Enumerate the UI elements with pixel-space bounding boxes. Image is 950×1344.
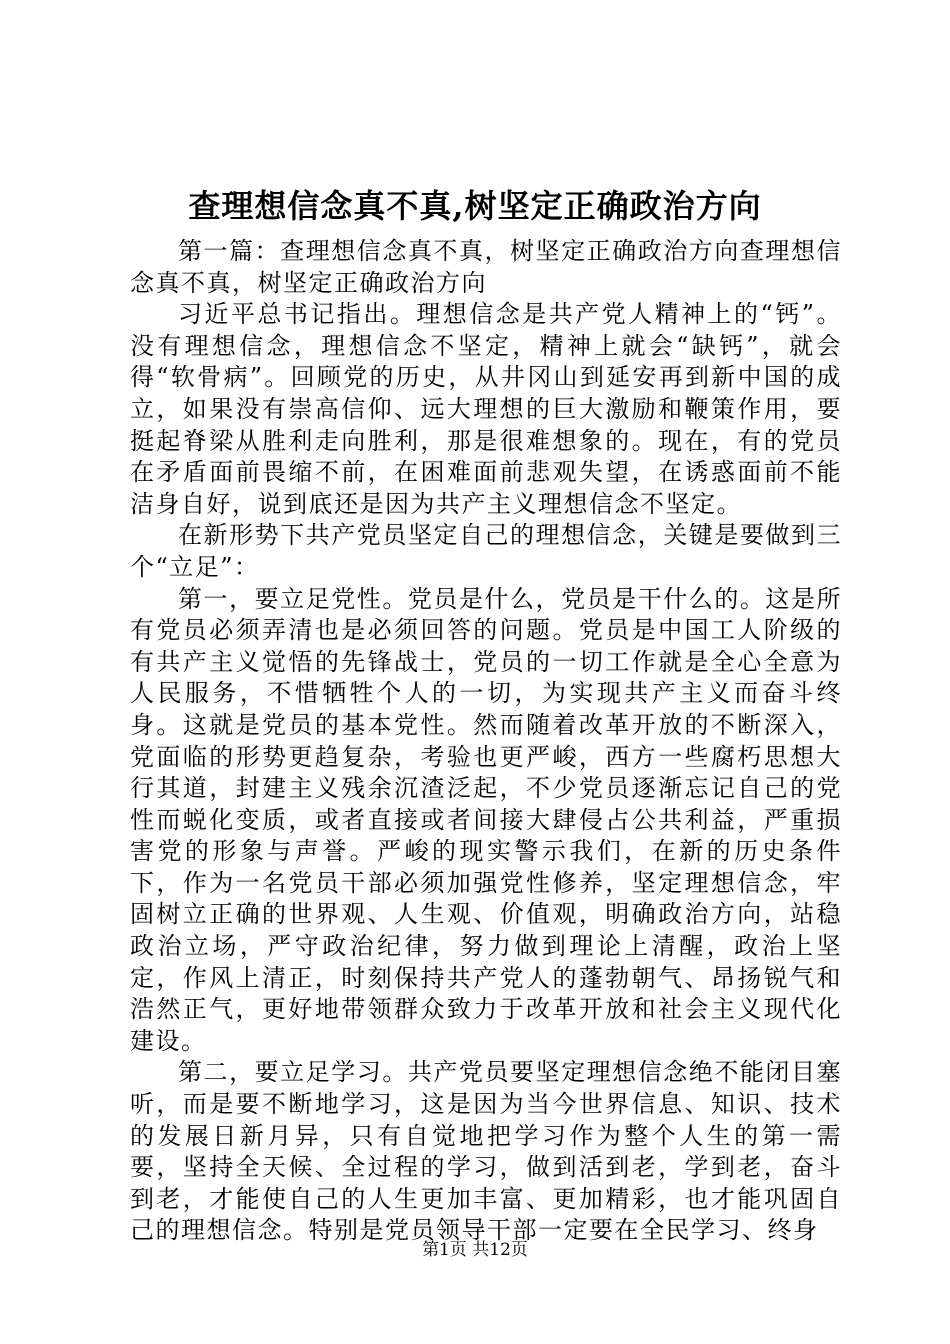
paragraph-2: 习近平总书记指出。理想信念是共产党人精神上的“钙”。没有理想信念，理想信念不坚定，精神上就会“缺钙”，就会得“软骨病”。回顾党的历史，从井冈山到延安再到新中国的成立，如果没有崇高信仰、远大理想的巨大激励和鞭策作用，要挺起脊梁从胜利走向胜利，那是很难想象的。现在，有的党员在矛盾面前畏缩不前，在困难面前悲观失望，在诱惑面前不能洁身自好，说到底还是因为共产主义理想信念不坚定。 bbox=[130, 300, 842, 518]
paragraph-3: 在新形势下共产党员坚定自己的理想信念，关键是要做到三个“立足”： bbox=[130, 521, 842, 581]
page-footer: 第1页 共12页 bbox=[422, 1240, 528, 1260]
paragraph-4: 第一，要立足党性。党员是什么，党员是干什么的。这是所有党员必须弄清也是必须回答的问题。党员是中国工人阶级的有共产主义觉悟的先锋战士，党员的一切工作就是全心全意为人民服务，不惜牺牲个人的一切，为实现共产主义而奋斗终身。这就是党员的基本党性。然而随着改革开放的不断深入，党面临的形势更趋复杂，考验也更严峻，西方一些腐朽思想大行其道，封建主义残余沉渣泛起，不少党员逐渐忘记自己的党性而蜕化变质，或者直接或者间接大肆侵占公共利益，严重损害党的形象与声誉。严峻的现实警示我们，在新的历史条件下，作为一名党员干部必须加强党性修养，坚定理想信念，牢固树立正确的世界观、人生观、价值观，明确政治方向，站稳政治立场，严守政治纪律，努力做到理论上清醒，政治上坚定，作风上清正，时刻保持共产党人的蓬勃朝气、昂扬锐气和浩然正气，更好地带领群众致力于改革开放和社会主义现代化建设。 bbox=[130, 584, 842, 1055]
document-title: 查理想信念真不真,树坚定正确政治方向 bbox=[188, 187, 762, 225]
paragraph-5: 第二，要立足学习。共产党员要坚定理想信念绝不能闭目塞听，而是要不断地学习，这是因为当今世界信息、知识、技术的发展日新月异，只有自觉地把学习作为整个人生的第一需要，坚持全天候、全过程的学习，做到活到老，学到老，奋斗到老，才能使自己的人生更加丰富、更加精彩，也才能巩固自己的理想信念。特别是党员领导干部一定要在全民学习、终身 bbox=[130, 1058, 842, 1245]
paragraph-1: 第一篇：查理想信念真不真，树坚定正确政治方向查理想信念真不真，树坚定正确政治方向 bbox=[130, 237, 842, 297]
document-body bbox=[130, 236, 842, 1247]
